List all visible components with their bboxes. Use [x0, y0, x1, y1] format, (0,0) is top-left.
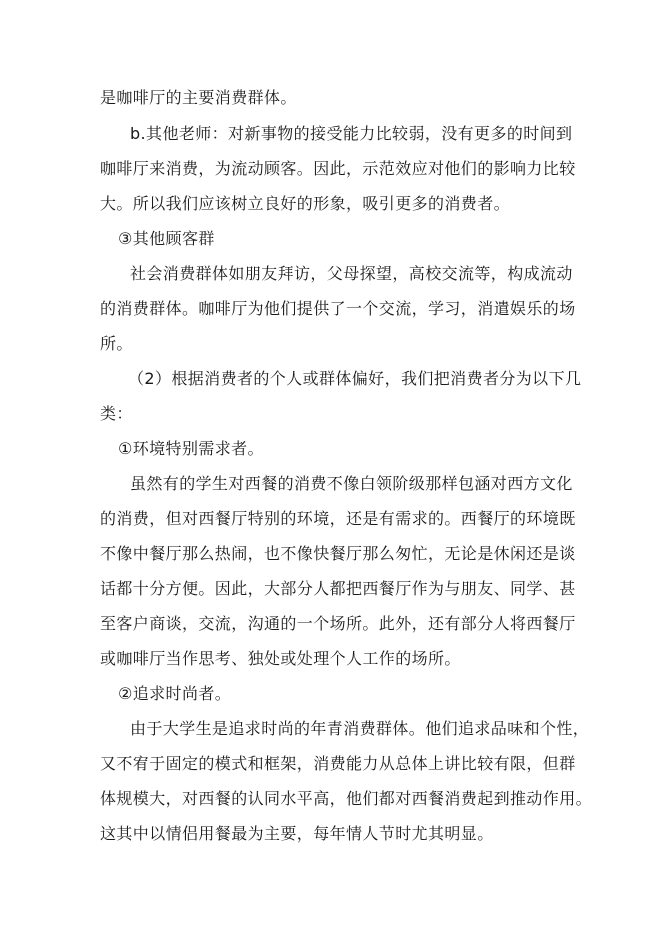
text-line: 或咖啡厅当作思考、独处或处理个人工作的场所。	[100, 649, 461, 668]
text-line: 由于大学生是追求时尚的年青消费群体。他们追求品味和个性，	[130, 719, 590, 738]
text-line: 是咖啡厅的主要消费群体。	[100, 88, 297, 107]
text-line: 这其中以情侣用餐最为主要，每年情人节时尤其明显。	[100, 824, 494, 843]
text-line: 的消费，但对西餐厅特别的环境，还是有需求的。西餐厅的环境既	[100, 509, 576, 528]
section-heading: ②追求时尚者。	[118, 684, 232, 703]
text-line: 又不宥于固定的模式和框架，消费能力从总体上讲比较有限，但群	[100, 754, 576, 773]
text-line: 至客户商谈，交流，沟通的一个场所。此外，还有部分人将西餐厅	[100, 614, 576, 633]
text-line: 咖啡厅来消费，为流动顾客。因此，示范效应对他们的影响力比较	[100, 159, 576, 178]
section-heading: ①环境特别需求者。	[118, 439, 264, 458]
text-line: 社会消费群体如朋友拜访，父母探望，高校交流等，构成流动	[130, 264, 573, 283]
text-line: 所。	[100, 334, 133, 353]
text-line: （2）根据消费者的个人或群体偏好，我们把消费者分为以下几	[128, 369, 582, 388]
text-line: 的消费群体。咖啡厅为他们提供了一个交流，学习，消遣娱乐的场	[100, 299, 576, 318]
section-heading: ③其他顾客群	[118, 229, 215, 248]
text-line: b.其他老师：对新事物的接受能力比较弱，没有更多的时间到	[130, 124, 573, 143]
text-line: 体规模大，对西餐的认同水平高，他们都对西餐消费起到推动作用。	[100, 789, 593, 808]
text-line: 类：	[100, 404, 133, 423]
text-line: 不像中餐厅那么热闹，也不像快餐厅那么匆忙，无论是休闲还是谈	[100, 544, 576, 563]
text-line: 话都十分方便。因此，大部分人都把西餐厅作为与朋友、同学、甚	[100, 579, 576, 598]
text-line: 大。所以我们应该树立良好的形象，吸引更多的消费者。	[100, 194, 511, 213]
text-line: 虽然有的学生对西餐的消费不像白领阶级那样包涵对西方文化	[130, 474, 573, 493]
